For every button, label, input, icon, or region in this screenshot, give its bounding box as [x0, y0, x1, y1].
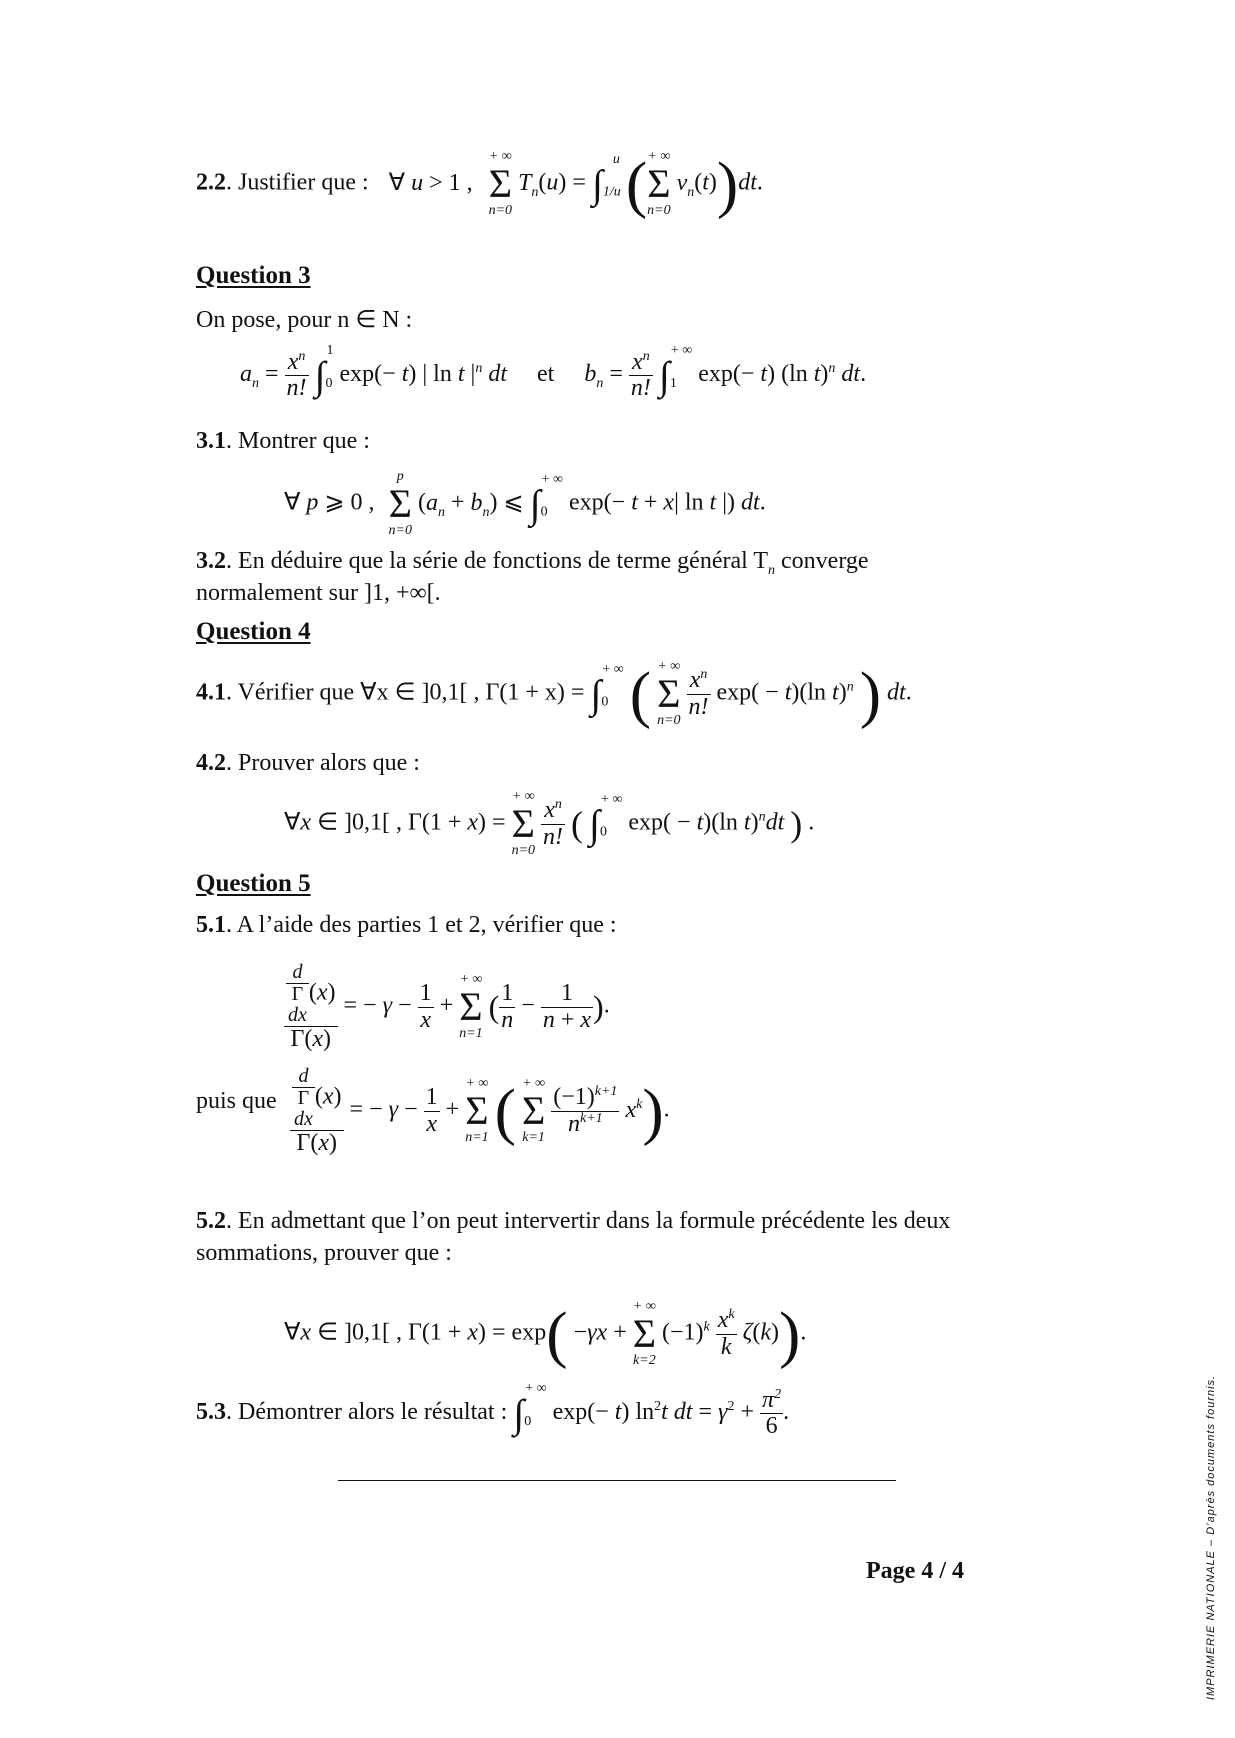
q32-text2: normalement sur ]1, +∞[. [196, 580, 441, 606]
q3-definition: $a_n$ = $\frac{x^n}{n!}$ $\int_0^1$ exp(− t) | ln t $|^n$ dt et $b_n$ = $\frac{x^n}{n!}$ $\int_1^{+ \infty}$ exp(− t) (ln t)$^n$ dt. [240, 343, 867, 402]
q51-label: 5.1 [196, 912, 226, 938]
q32-text1b: converge [775, 548, 869, 574]
q32-label: 3.2 [196, 548, 226, 574]
q52-text1: . En admettant que l’on peut intervertir dans la formule précédente les deux [226, 1208, 951, 1234]
q22-label: 2.2 [196, 169, 226, 196]
q52-label: 5.2 [196, 1208, 226, 1234]
q41-line: 4.1. Vérifier que ∀x ∈ ]0,1[ , $\Gamma(1 + x) = \int_0^{+ \infty}$ ( + ∞ Σ n=0 $\frac{x^n}{n!}$ exp( − t)(ln t)$^n$ ) dt. [196, 658, 912, 730]
q51-formula: d Γ dx (x) Γ(x) = − γ − $\frac{1}{x}$ + + ∞ Σ n=1 ( $\frac{1}{n}$ − $\frac{1}{n + x}$ ). [284, 962, 610, 1052]
q53-text: . Démontrer alors le résultat : [226, 1399, 508, 1426]
q52-line1 [196, 1208, 950, 1235]
end-separator [338, 1480, 896, 1481]
q53-label: 5.3 [196, 1399, 226, 1426]
question-5-title: Question 5 [196, 870, 311, 897]
q51-puis [196, 1088, 277, 1115]
q22-text: . Justifier que : [226, 169, 369, 196]
q52-text2: sommations, prouver que : [196, 1240, 452, 1266]
question-2-2: 2.2. Justifier que : ∀ u > 1 , + ∞ Σ n=0 $T_n(u) = \int_{1/u}^u$ ( + ∞ Σ n=0 $v_n(t))dt$. [196, 148, 763, 220]
q31-label: 3.1 [196, 428, 226, 454]
q31-line [196, 428, 370, 455]
q31-text: . Montrer que : [226, 428, 370, 454]
q31-formula: ∀ p ⩾ 0 , p Σ n=0 $(a_n + b_n)$ ⩽ $\int_0^{+ \infty}$ exp(− t + x| ln t |) dt. [284, 469, 766, 538]
q51-line [196, 912, 617, 939]
q42-text: . Prouver alors que : [226, 750, 420, 776]
question-4-title: Question 4 [196, 618, 311, 645]
q41-text: . Vérifier que ∀x ∈ ]0,1[ , Γ(1 + x) = [226, 679, 585, 706]
puis-que: puis que [196, 1088, 277, 1114]
q51-formula2: d Γ dx (x) Γ(x) = − γ − $\frac{1}{x}$ + + ∞ Σ n=1 ( + ∞ Σ k=1 $\frac{(-1)^{k+1}}{n^{k+1}}$ $x^k$). [290, 1066, 670, 1156]
q32-text1: . En déduire que la série de fonctions de terme général T [226, 548, 769, 574]
side-note: IMPRIMERIE NATIONALE – D’après documents fournis. [1205, 1374, 1217, 1700]
q42-label: 4.2 [196, 750, 226, 776]
q53-line: 5.3. Démontrer alors le résultat : $\int_0^{+ \infty}$ exp(− t) $\ln^2t$ dt = $\gamma^2$ + $\frac{\pi^2}{6}$ . [196, 1381, 790, 1440]
q42-formula: ∀x ∈ ]0,1[ , Γ(1 + x) = + ∞ Σ n=0 $\frac{x^n}{n!}$ ( $\int_0^{+ \infty}$ exp( − t)(ln t)$^n$dt ) . [284, 789, 815, 858]
question-3-title: Question 3 [196, 262, 311, 289]
q41-label: 4.1 [196, 679, 226, 706]
q42-line [196, 750, 420, 777]
q52-formula: ∀x ∈ ]0,1[ , Γ(1 + x) = exp( −γx + + ∞ Σ k=2 $(-1)^k$ $\frac{x^k}{k}$ ζ(k)). [284, 1298, 807, 1370]
page-number: Page 4 / 4 [866, 1558, 964, 1584]
q32-line1: 3.2. En déduire que la série de fonctions de terme général $T_n$ converge [196, 548, 869, 578]
q51-text: . A l’aide des parties 1 et 2, vérifier que : [226, 912, 617, 938]
q3-intro: On pose, pour n ∈ N : [196, 307, 413, 333]
